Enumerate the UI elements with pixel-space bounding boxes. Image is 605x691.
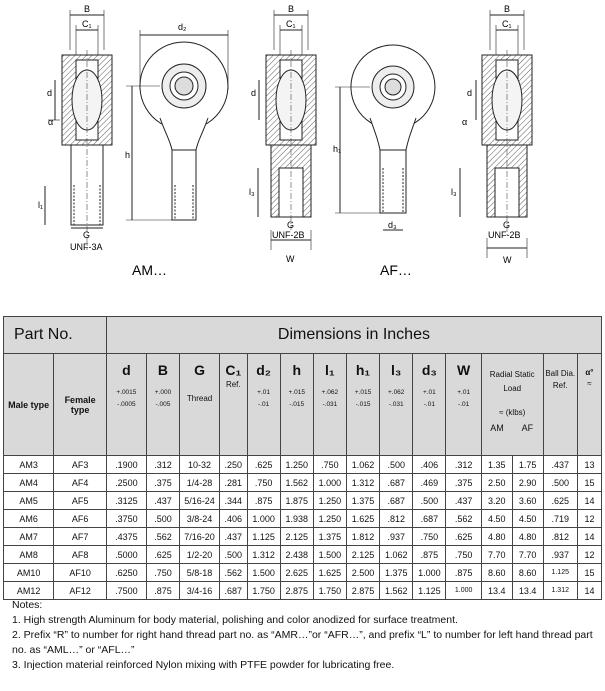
table-cell: .625 <box>446 528 481 546</box>
table-cell: 1.000 <box>413 564 446 582</box>
technical-drawing <box>0 0 605 300</box>
table-cell: .281 <box>220 474 247 492</box>
note-1: 1. High strength Aluminum for body material, polishing and color anodized for surface treatment. <box>12 614 458 626</box>
table-cell: .5000 <box>106 546 146 564</box>
table-cell: .2500 <box>106 474 146 492</box>
table-cell: .937 <box>380 528 413 546</box>
table-cell: 1.35 <box>481 456 512 474</box>
table-cell: .3125 <box>106 492 146 510</box>
table-cell: 1/2-20 <box>180 546 220 564</box>
table-cell: .687 <box>380 474 413 492</box>
label-w: W <box>286 254 295 264</box>
table-cell: 1.938 <box>280 510 313 528</box>
table-cell: .500 <box>220 546 247 564</box>
table-cell: .875 <box>446 564 481 582</box>
table-cell: 1.625 <box>313 564 346 582</box>
table-cell: .625 <box>543 492 577 510</box>
table-cell: 1.125 <box>413 582 446 600</box>
am-side-view <box>45 10 112 250</box>
table-cell: 1.250 <box>313 492 346 510</box>
table-cell: .7500 <box>106 582 146 600</box>
table-cell: 3.20 <box>481 492 512 510</box>
table-cell: 1.000 <box>313 474 346 492</box>
col-b: B +.000 -.005 <box>146 354 179 456</box>
table-cell: 3/8-24 <box>180 510 220 528</box>
caption-af: AF… <box>380 262 412 278</box>
table-cell: 1.000 <box>446 582 481 600</box>
radial-load-header: Radial Static Load ≈ (klbs) AM AF <box>481 354 543 456</box>
table-cell: .625 <box>247 456 280 474</box>
table-cell: .687 <box>413 510 446 528</box>
table-cell: 15 <box>577 564 601 582</box>
caption-am: AM… <box>132 262 167 278</box>
label-c1: C₁ <box>82 19 92 29</box>
table-cell: AF6 <box>54 510 107 528</box>
table-cell: 1.062 <box>346 456 379 474</box>
table-cell: .6250 <box>106 564 146 582</box>
table-cell: .375 <box>146 474 179 492</box>
table-cell: .562 <box>446 510 481 528</box>
table-cell: 1.812 <box>346 528 379 546</box>
table-cell: 2.875 <box>346 582 379 600</box>
table-cell: 13 <box>577 456 601 474</box>
table-cell: .3750 <box>106 510 146 528</box>
table-cell: 5/16-24 <box>180 492 220 510</box>
table-cell: AF3 <box>54 456 107 474</box>
table-cell: AM6 <box>4 510 54 528</box>
table-cell: .500 <box>543 474 577 492</box>
label-unf2b-af2: UNF-2B <box>488 230 521 240</box>
table-cell: 1.375 <box>380 564 413 582</box>
table-cell: AM10 <box>4 564 54 582</box>
table-cell: 7/16-20 <box>180 528 220 546</box>
table-cell: .562 <box>146 528 179 546</box>
table-cell: .375 <box>446 474 481 492</box>
table-cell: 15 <box>577 474 601 492</box>
table-cell: .406 <box>220 510 247 528</box>
table-cell: .625 <box>146 546 179 564</box>
col-h: h +.015 -.015 <box>280 354 313 456</box>
notes <box>12 598 602 673</box>
radial-am-label: AM <box>490 423 504 433</box>
table-cell: .500 <box>380 456 413 474</box>
table-cell: AM7 <box>4 528 54 546</box>
table-cell: 1.250 <box>313 510 346 528</box>
table-row <box>4 528 602 546</box>
label-l3: l₃ <box>249 187 255 197</box>
table-cell: .312 <box>446 456 481 474</box>
table-cell: 3/4-16 <box>180 582 220 600</box>
col-d: d +.0015 -.0005 <box>106 354 146 456</box>
table-cell: .437 <box>446 492 481 510</box>
table-cell: 12 <box>577 510 601 528</box>
table-cell: 2.625 <box>280 564 313 582</box>
table-cell: AM3 <box>4 456 54 474</box>
table-cell: 7.70 <box>512 546 543 564</box>
table-cell: .687 <box>380 492 413 510</box>
table-row <box>4 546 602 564</box>
table-cell: 1.312 <box>346 474 379 492</box>
table-cell: 14 <box>577 528 601 546</box>
table-cell: .406 <box>413 456 446 474</box>
label-c1-af: C₁ <box>286 19 296 29</box>
part-no-header: Part No. <box>4 317 107 354</box>
label-b-af2: B <box>504 4 511 14</box>
table-cell: 1.312 <box>543 582 577 600</box>
col-l3: l₃ +.062 -.031 <box>380 354 413 456</box>
label-alpha-af2: α <box>462 117 468 127</box>
table-cell: 2.50 <box>481 474 512 492</box>
label-l1: l₁ <box>38 200 44 210</box>
table-cell: 1.062 <box>380 546 413 564</box>
table-cell: 1.562 <box>280 474 313 492</box>
label-unf3a: UNF-3A <box>70 242 103 252</box>
am-front-view <box>126 30 228 220</box>
table-cell: .750 <box>413 528 446 546</box>
label-d-af: d <box>251 88 257 98</box>
table-cell: .750 <box>446 546 481 564</box>
label-unf2b: UNF-2B <box>272 230 305 240</box>
table-cell: .750 <box>146 564 179 582</box>
label-b: B <box>84 4 91 14</box>
col-alpha: α° ≈ <box>577 354 601 456</box>
af-front-view <box>335 45 435 230</box>
label-g-af: G <box>287 220 295 230</box>
label-d-af2: d <box>467 88 473 98</box>
label-c1-af2: C₁ <box>502 19 512 29</box>
table-cell: AF5 <box>54 492 107 510</box>
note-3: 3. Injection material reinforced Nylon mixing with PTFE powder for lubricating free. <box>12 659 395 671</box>
table-cell: 1.375 <box>313 528 346 546</box>
table-row <box>4 564 602 582</box>
label-w-af2: W <box>503 255 512 265</box>
col-h1: h₁ +.015 -.015 <box>346 354 379 456</box>
table-cell: 1.000 <box>247 510 280 528</box>
table-cell: 1.75 <box>512 456 543 474</box>
table-cell: AM12 <box>4 582 54 600</box>
table-cell: 13.4 <box>481 582 512 600</box>
table-cell: 1.625 <box>346 510 379 528</box>
table-cell: AF12 <box>54 582 107 600</box>
table-cell: .875 <box>413 546 446 564</box>
table-row <box>4 510 602 528</box>
table-cell: AF10 <box>54 564 107 582</box>
notes-title: Notes: <box>12 599 43 611</box>
table-cell: .250 <box>220 456 247 474</box>
label-g-am: G <box>83 230 91 240</box>
table-cell: 1.250 <box>280 456 313 474</box>
col-d3: d₃ +.01 -.01 <box>413 354 446 456</box>
note-2: 2. Prefix “R” to number for right hand thread part no. as “AMR…”or “AFR…”, and prefix “L” to number for left hand thread part no. as “AML…” or “AFL…” <box>12 629 593 656</box>
table-cell: .500 <box>413 492 446 510</box>
table-row <box>4 474 602 492</box>
table-cell: .1900 <box>106 456 146 474</box>
label-l3-af2: l₃ <box>451 187 457 197</box>
table-cell: .719 <box>543 510 577 528</box>
table-cell: 1.562 <box>380 582 413 600</box>
table-cell: 14 <box>577 492 601 510</box>
table-cell: 1.125 <box>543 564 577 582</box>
table-cell: 10-32 <box>180 456 220 474</box>
table-row <box>4 582 602 600</box>
table-cell: 1.500 <box>313 546 346 564</box>
table-cell: 8.60 <box>512 564 543 582</box>
col-w: W +.01 -.01 <box>446 354 481 456</box>
table-cell: .437 <box>220 528 247 546</box>
table-cell: .312 <box>146 456 179 474</box>
table-cell: .875 <box>247 492 280 510</box>
col-d2: d₂ +.01 -.01 <box>247 354 280 456</box>
col-c1: C₁ Ref. <box>220 354 247 456</box>
dimensions-header: Dimensions in Inches <box>106 317 601 354</box>
table-cell: AF8 <box>54 546 107 564</box>
col-l1: l₁ +.062 -.031 <box>313 354 346 456</box>
table-cell: 3.60 <box>512 492 543 510</box>
table-cell: .750 <box>313 456 346 474</box>
table-cell: 4.80 <box>512 528 543 546</box>
table-cell: 2.125 <box>280 528 313 546</box>
table-cell: AM5 <box>4 492 54 510</box>
label-g-af2: G <box>503 220 511 230</box>
label-d3: d₃ <box>388 220 397 230</box>
table-cell: 2.125 <box>346 546 379 564</box>
table-cell: 1.875 <box>280 492 313 510</box>
af-side-view-2 <box>460 10 532 258</box>
table-cell: 2.438 <box>280 546 313 564</box>
col-ball-dia: Ball Dia. Ref. <box>543 354 577 456</box>
table-cell: .875 <box>146 582 179 600</box>
table-cell: 2.875 <box>280 582 313 600</box>
table-cell: .750 <box>247 474 280 492</box>
label-b-af: B <box>288 4 295 14</box>
table-cell: .562 <box>220 564 247 582</box>
table-cell: 4.80 <box>481 528 512 546</box>
table-cell: 2.90 <box>512 474 543 492</box>
dimensions-table <box>3 316 602 600</box>
table-cell: 8.60 <box>481 564 512 582</box>
table-cell: .937 <box>543 546 577 564</box>
table-cell: .4375 <box>106 528 146 546</box>
table-cell: 14 <box>577 582 601 600</box>
table-cell: 4.50 <box>512 510 543 528</box>
table-cell: 13.4 <box>512 582 543 600</box>
male-type-header: Male type <box>4 354 54 456</box>
table-cell: .812 <box>543 528 577 546</box>
table-cell: 1/4-28 <box>180 474 220 492</box>
table-cell: 2.500 <box>346 564 379 582</box>
radial-af-label: AF <box>521 423 534 433</box>
table-cell: 1.750 <box>247 582 280 600</box>
table-cell: .437 <box>146 492 179 510</box>
table-cell: .469 <box>413 474 446 492</box>
table-cell: .437 <box>543 456 577 474</box>
table-cell: .812 <box>380 510 413 528</box>
table-cell: 1.750 <box>313 582 346 600</box>
col-g: G Thread <box>180 354 220 456</box>
table-cell: 1.375 <box>346 492 379 510</box>
table-cell: 7.70 <box>481 546 512 564</box>
table-cell: .687 <box>220 582 247 600</box>
table-cell: AM4 <box>4 474 54 492</box>
table-row <box>4 492 602 510</box>
table-cell: 1.125 <box>247 528 280 546</box>
table-cell: 1.312 <box>247 546 280 564</box>
label-h1: h₁ <box>333 144 342 154</box>
label-d2-am: d₂ <box>178 22 187 32</box>
label-d: d <box>47 88 53 98</box>
table-cell: 1.500 <box>247 564 280 582</box>
table-cell: AF4 <box>54 474 107 492</box>
female-type-header: Female type <box>54 354 107 456</box>
table-cell: 5/8-18 <box>180 564 220 582</box>
table-cell: 12 <box>577 546 601 564</box>
af-side-view <box>258 10 316 250</box>
table-row <box>4 456 602 474</box>
table-cell: AM8 <box>4 546 54 564</box>
label-alpha: α <box>48 117 54 127</box>
label-h: h <box>125 150 131 160</box>
table-cell: 4.50 <box>481 510 512 528</box>
table-cell: AF7 <box>54 528 107 546</box>
table-cell: .500 <box>146 510 179 528</box>
table-cell: .344 <box>220 492 247 510</box>
